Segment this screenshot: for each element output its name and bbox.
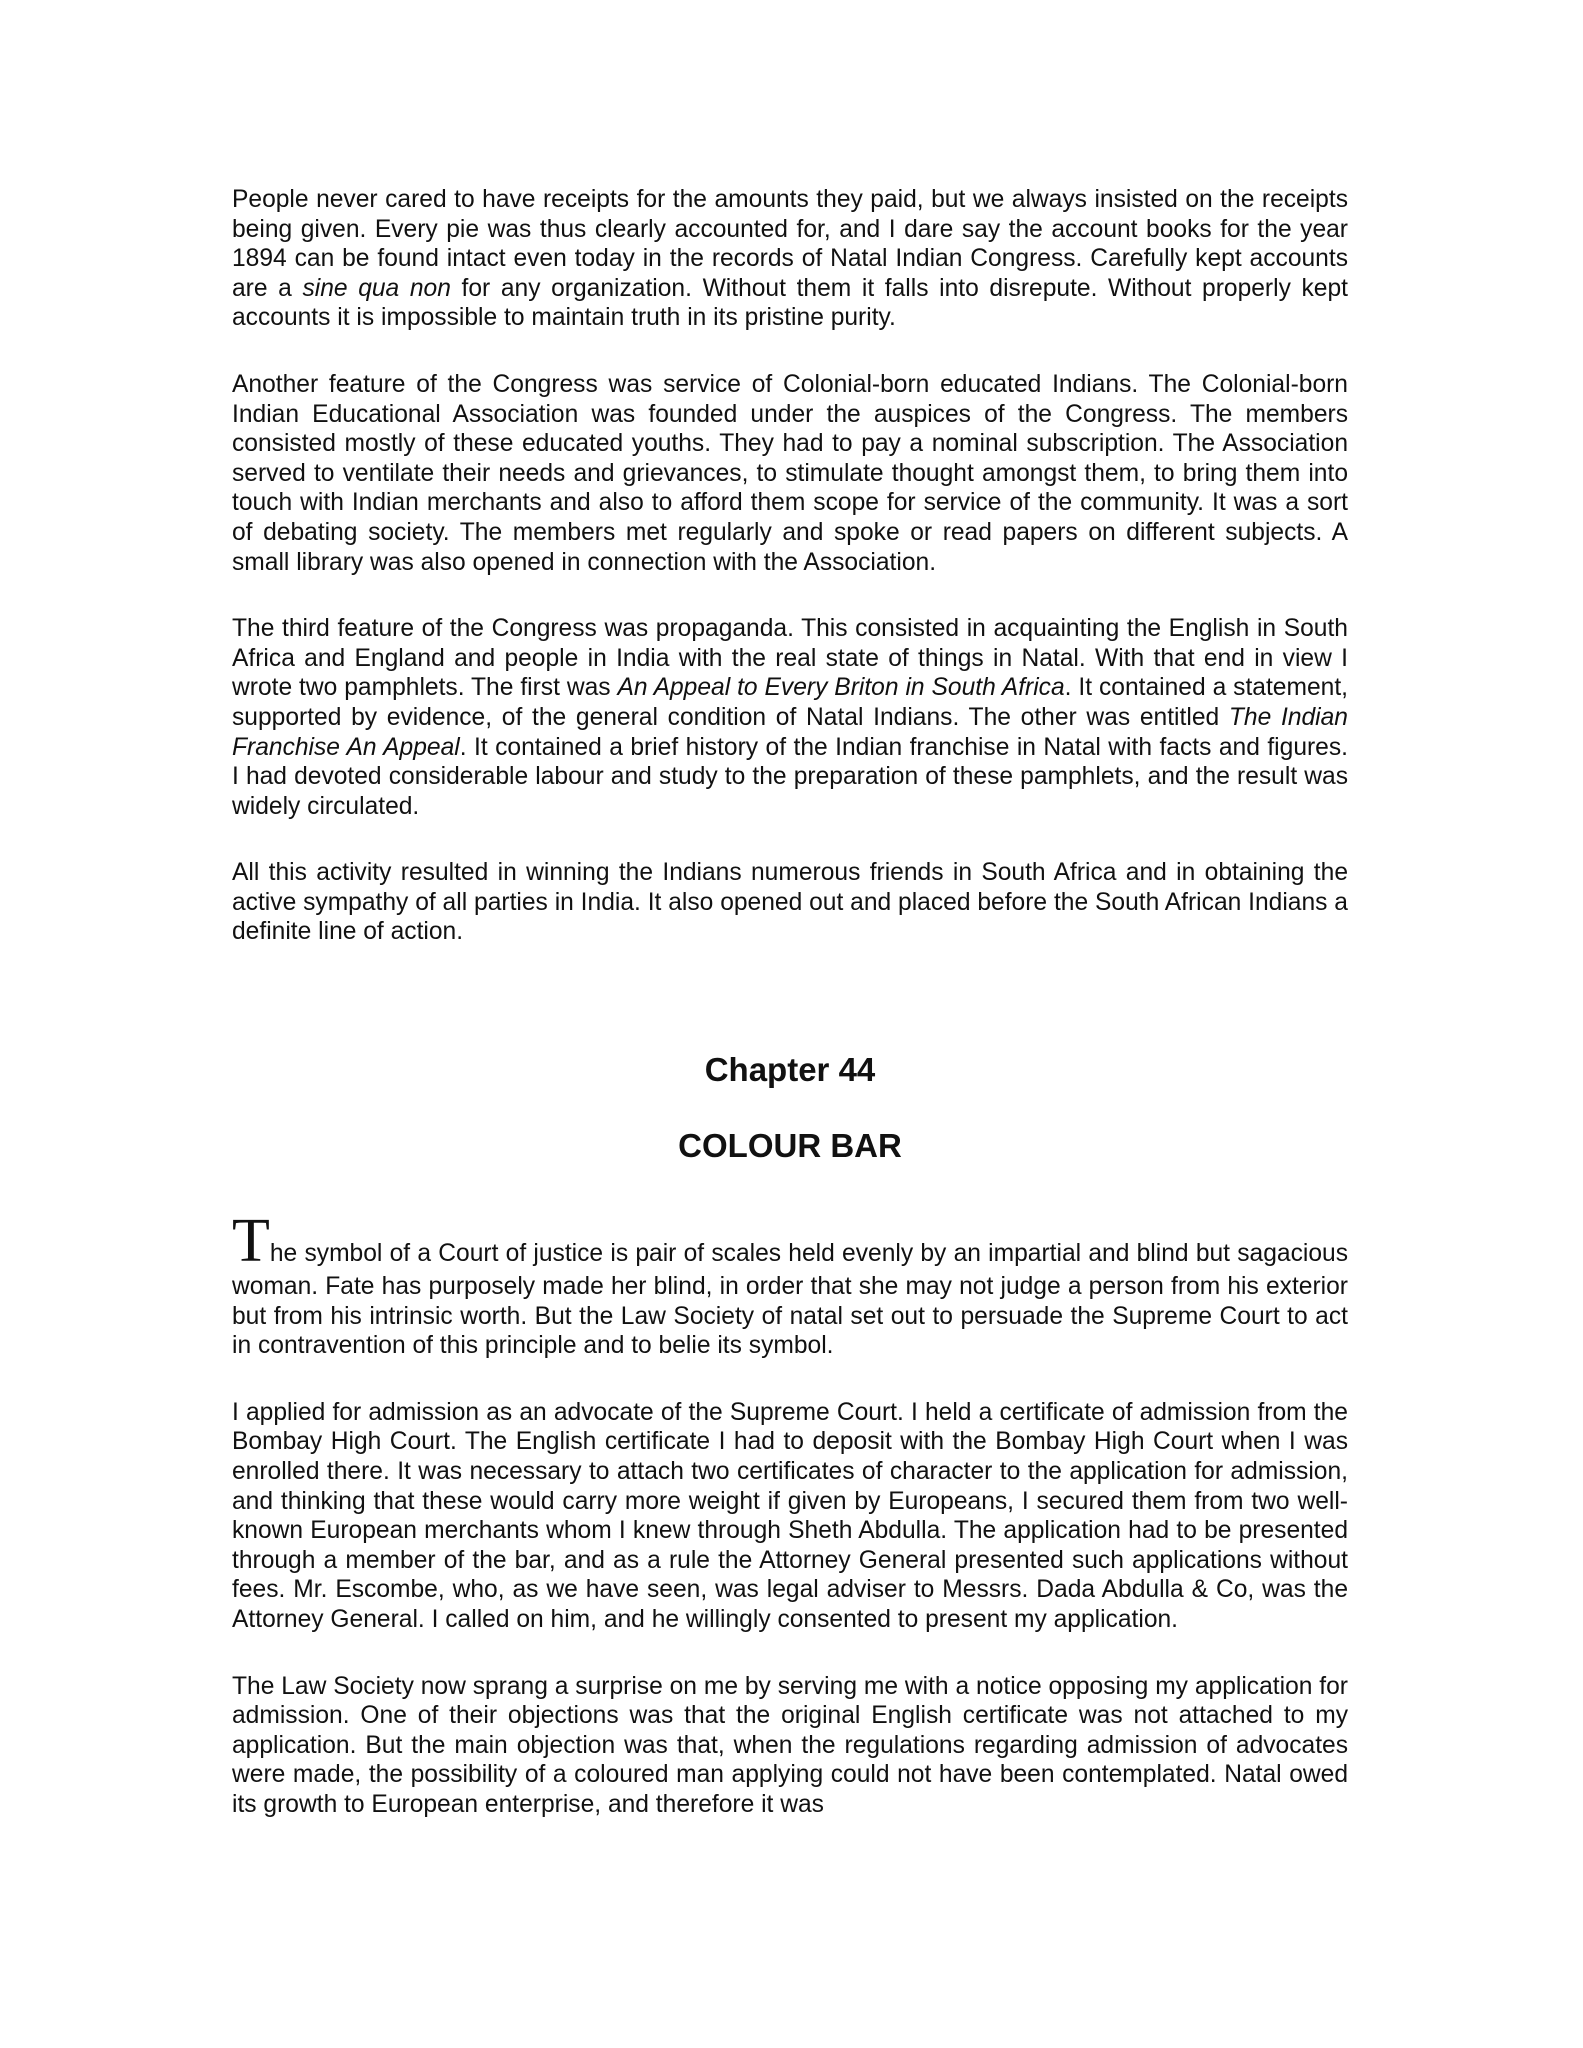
text-segment: . It contained a statement, supported by evidence, of the general condition of Natal Indians. The other was entitled <box>232 674 1348 731</box>
drop-cap: T <box>232 1207 270 1275</box>
paragraph-application: I applied for admission as an advocate of the Supreme Court. I held a certificate of admission from the Bombay High Court. The English certificate I had to deposit with the Bombay High Court when I was enrolled there. It was necessary to attach two certificates of character to the application for admission, and thinking that these would carry more weight if given by Europeans, I secured them from two well-known European merchants whom I knew through Sheth Abdulla. The application had to be presented through a member of the bar, and as a rule the Attorney General presented such applications without fees. Mr. Escombe, who, as we have seen, was legal adviser to Messrs. Dada Abdulla & Co, was the Attorney General. I called on him, and he willingly consented to present my application. <box>232 1398 1348 1633</box>
text-segment: The third feature of the Congress was propaganda. This consisted in acquainting the English in South Africa and England and people in India with the real state of things in Natal. With that end in view I wrote two pamphlets. The first was <box>232 615 1348 702</box>
text-segment: People never cared to have receipts for the amounts they paid, but we always insisted on the receipts being given. Every pie was thus clearly accounted for, and I dare say the account books for the year 1894 can be found intact even today in the records of Natal Indian Congress. Carefully kept accounts are a <box>232 186 1348 302</box>
paragraph-activity <box>232 858 1348 947</box>
document-page-top <box>232 185 1348 947</box>
paragraph-accounts <box>232 185 1348 333</box>
paragraph-propaganda <box>232 614 1348 821</box>
text-segment: . It contained a brief history of the Indian franchise in Natal with facts and figures. I had devoted considerable labour and study to the preparation of these pamphlets, and the result was widely circulated. <box>232 733 1348 820</box>
italic-text-segment: An Appeal to Every Briton in South Africa <box>617 674 1065 702</box>
text-segment: Another feature of the Congress was service of Colonial-born educated Indians. The Colonial-born Indian Educational Association was founded under the auspices of the Congress. The members consisted mostly of these educated youths. They had to pay a nominal subscription. The Association served to ventilate their needs and grievances, to stimulate thought amongst them, to bring them into touch with Indian merchants and also to afford them scope for service of the community. It was a sort of debating society. The members met regularly and spoke or read papers on different subjects. A small library was also opened in connection with the Association. <box>232 370 1348 576</box>
chapter-title-heading: COLOUR BAR <box>678 1127 902 1164</box>
paragraph-law-society: The Law Society now sprang a surprise on me by serving me with a notice opposing my application for admission. One of their objections was that the original English certificate was not attached to my application. But the main objection was that, when the regulations regarding admission of advocates were made, the possibility of a coloured man applying could not have been contemplated. Natal owed its growth to European enterprise, and therefore it was <box>232 1672 1348 1818</box>
chapter-body <box>232 1207 1348 1820</box>
chapter-number-heading: Chapter 44 <box>704 1051 876 1088</box>
paragraph-association <box>232 370 1348 577</box>
italic-text-segment: The Indian Franchise An Appeal <box>232 703 1348 761</box>
text-segment: for any organization. Without them it falls into disrepute. Without properly kept accounts it is impossible to maintain truth in its pristine purity. <box>232 274 1348 332</box>
italic-text-segment: sine qua non <box>302 274 451 302</box>
paragraph-court-symbol <box>232 1207 1348 1361</box>
text-segment: he symbol of a Court of justice is pair of scales held evenly by an impartial and blind but sagacious woman. Fate has purposely made her blind, in order that she may not judge a person from his exterior but from his intrinsic worth. But the Law Society of natal set out to persuade the Supreme Court to act in contravention of this principle and to belie its symbol. <box>232 1240 1348 1360</box>
text-segment: All this activity resulted in winning the Indians numerous friends in South Africa and in obtaining the active sympathy of all parties in India. It also opened out and placed before the South African Indians a definite line of action. <box>232 859 1348 946</box>
